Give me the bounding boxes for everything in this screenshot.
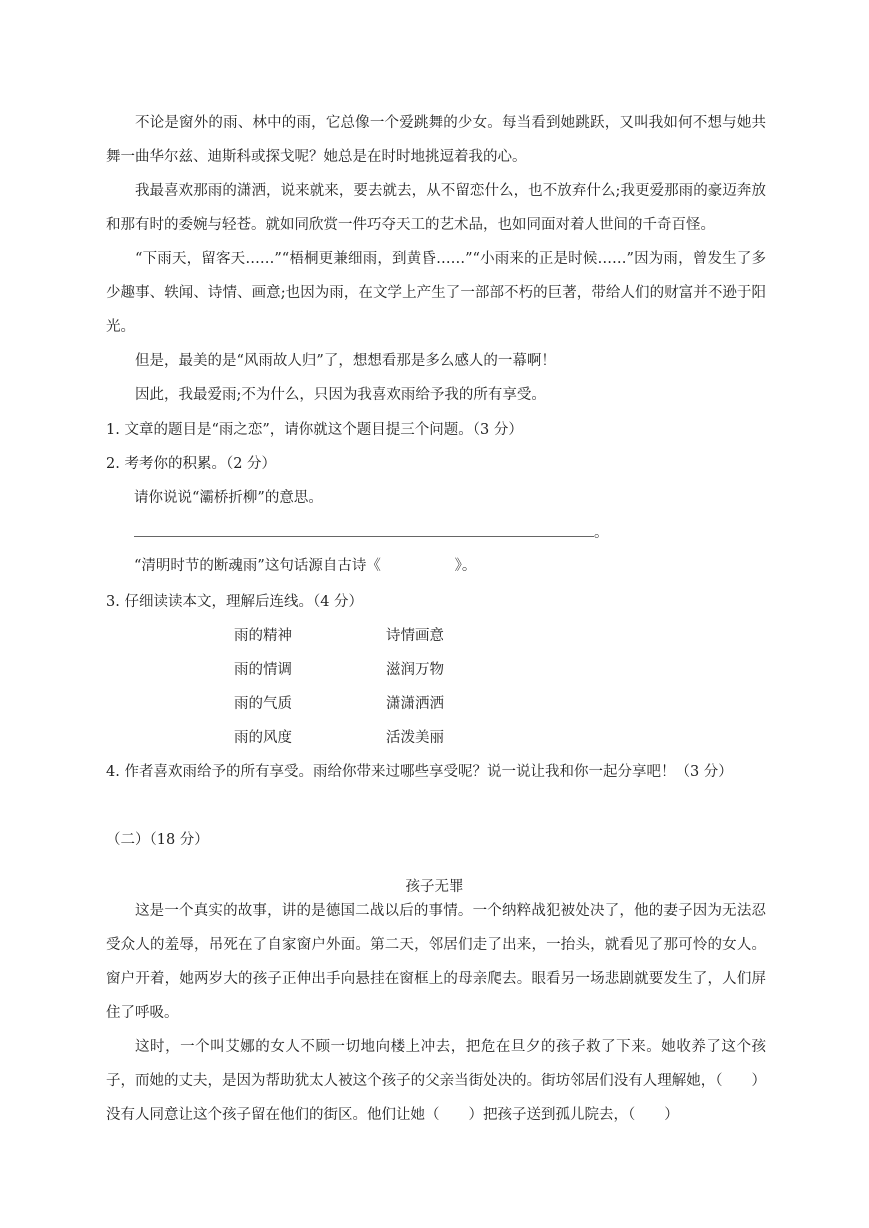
- match-left-item: 雨的气质: [234, 696, 292, 712]
- passage1-paragraph-4: 但是，最美的是“风雨故人归”了，想想看那是多么感人的一幕啊！: [135, 353, 556, 369]
- match-right-item: 潇潇洒洒: [386, 696, 444, 712]
- question-2b: “清明时节的断魂雨”这句话源自古诗《 》。: [134, 558, 477, 574]
- passage2-paragraph-1: 这是一个真实的故事，讲的是德国二战以后的事情。一个纳粹战犯被处决了，他的妻子因为无法忍受众人的羞辱，吊死在了自家窗户外面。第二天，邻居们走了出来，一抬头，就看见了那可怜的女人。窗户开着，她两岁大的孩子正伸出手向悬挂在窗框上的母亲爬去。眼看另一场悲剧就要发生了，人们屏住了呼吸。: [106, 903, 766, 1021]
- match-right-item: 活泼美丽: [386, 730, 444, 746]
- question-3: 3. 仔细读读本文，理解后连线。（4 分）: [106, 594, 364, 610]
- passage2-paragraph-2: 这时，一个叫艾娜的女人不顾一切地向楼上冲去，把危在旦夕的孩子救了下来。她收养了这个孩子，而她的丈夫，是因为帮助犹太人被这个孩子的父亲当街处决的。街坊邻居们没有人理解她，（ ）没有人同意让这个孩子留在他们的街区。他们让她（ ）把孩子送到孤儿院去，（ ）: [106, 1039, 766, 1123]
- passage1-paragraph-5: 因此，我最爱雨;不为什么，只因为我喜欢雨给予我的所有享受。: [135, 387, 546, 403]
- passage1-paragraph-2: 我最喜欢那雨的潇洒，说来就来，要去就去，从不留恋什么，也不放弃什么;我更爱那雨的豪迈奔放和那有时的委婉与轻苍。就如同欣赏一件巧夺天工的艺术品，也如同面对着人世间的千奇百怪。: [106, 183, 766, 233]
- match-left-item: 雨的风度: [234, 730, 292, 746]
- section-heading: （二）（18 分）: [106, 832, 209, 848]
- passage1-paragraph-1: 不论是窗外的雨、林中的雨，它总像一个爱跳舞的少女。每当看到她跳跃，又叫我如何不想与她共舞一曲华尔兹、迪斯科或探戈呢？她总是在时时地挑逗着我的心。: [106, 115, 766, 165]
- match-left-item: 雨的情调: [234, 662, 292, 678]
- match-right-item: 滋润万物: [386, 662, 444, 678]
- question-2a: 请你说说“灞桥折柳”的意思。: [134, 490, 323, 506]
- question-1: 1. 文章的题目是“雨之恋”，请你就这个题目提三个问题。（3 分）: [106, 422, 523, 438]
- passage-title: 孩子无罪: [405, 878, 464, 895]
- answer-line[interactable]: [134, 536, 594, 537]
- answer-line-period: 。: [594, 525, 609, 541]
- passage1-paragraph-3: “下雨天，留客天……”“梧桐更兼细雨，到黄昏……”“小雨来的正是时候……”因为雨，曾发生了多少趣事、轶闻、诗情、画意;也因为雨，在文学上产生了一部部不朽的巨著，带给人们的财富并不逊于阳光。: [106, 251, 766, 335]
- question-4: 4. 作者喜欢雨给予的所有享受。雨给你带来过哪些享受呢？说一说让我和你一起分享吧！（3 分）: [106, 764, 733, 780]
- match-right-item: 诗情画意: [386, 628, 444, 644]
- question-2: 2. 考考你的积累。（2 分）: [106, 456, 277, 472]
- match-left-item: 雨的精神: [234, 628, 292, 644]
